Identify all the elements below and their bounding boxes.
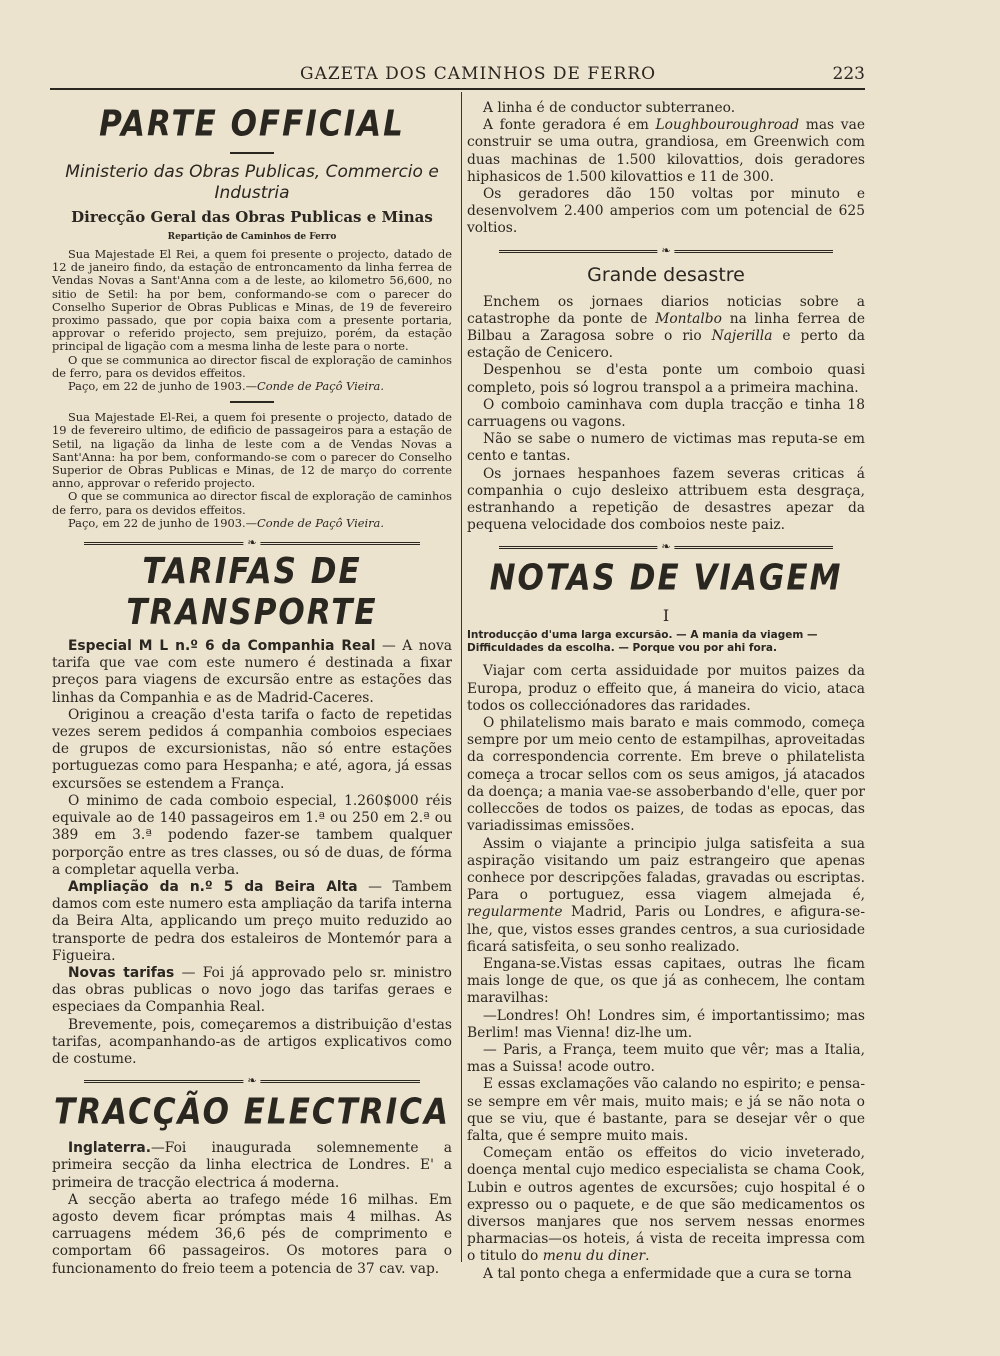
article-paragraph: Os jornaes hespanhoes fazem severas criticas á companhia o cujo desleixo attribuem esta desgraça, estranhando a repetição de desastres apezar da pequena velocidade dos comboios neste paiz. <box>467 465 865 534</box>
emphasis: menu du diner <box>542 1248 646 1265</box>
paragraph-lead: Ampliação da n.º 5 da Beira Alta <box>68 878 358 895</box>
article-paragraph <box>52 879 452 965</box>
ornamental-divider: ❧ <box>52 538 452 548</box>
article-paragraph: A secção aberta ao trafego méde 16 milhas. Em agosto devem ficar prómptas mais 4 milhas. As carruagens médem 36,6 pés de comprimento e comportam 66 passageiros. Os motores para o funcionamento do freio teem a potencia de 37 cav. vap. <box>52 1191 452 1277</box>
signature-name: Conde de Paçô Vieira. <box>257 379 384 394</box>
article-paragraph <box>467 117 865 186</box>
emphasis: regularmente <box>467 904 563 921</box>
paragraph-text: na linha ferrea de Bilbau a Zaragosa sobre o rio <box>467 310 865 345</box>
traccao-continuation <box>467 100 865 238</box>
place-name: Najerilla <box>711 328 773 345</box>
place-name: Montalbo <box>655 310 722 327</box>
left-column <box>52 100 452 1278</box>
right-column <box>467 100 865 1283</box>
notas-heading: NOTAS DE VIAGEM <box>489 557 843 600</box>
publication-title: GAZETA DOS CAMINHOS DE FERRO <box>300 64 657 84</box>
article-paragraph: E essas exclamações vão calando no espirito; e pensa-se sempre em vêr mais, muito mais; e já se não nota o que se viu, que é bastante, para se desejar vêr o que falta, que é sempre muito mais. <box>467 1076 865 1144</box>
desastre-heading: Grande desastre <box>587 263 745 286</box>
paragraph-text: — A nova tarifa que vae com este numero é destinada a fixar preços para viagens de excursão entre as estações das linhas da Companhia e as de Madrid-Caceres. <box>52 638 452 706</box>
article-paragraph: A tal ponto chega a enfermidade que a cura se torna <box>483 1265 852 1282</box>
paragraph-lead: Inglaterra. <box>68 1140 151 1157</box>
article-paragraph: O comboio caminhava com dupla tracção e tinha 18 carruagens ou vagons. <box>467 396 865 431</box>
article-paragraph: —Londres! Oh! Londres sim, é importantissimo; mas Berlim! mas Vienna! diz-lhe um. <box>467 1007 865 1041</box>
article-paragraph: Originou a creação d'esta tarifa o facto de repetidas vezes serem pedidos á companhia comboios especiaes de grupos de excursionistas, não só entre estações portuguezas como para Hespanha; e até, agora, já essas excursões se estendem a França. <box>52 706 452 792</box>
parte-official-heading: PARTE OFFICIAL <box>99 103 405 145</box>
direction-heading: Direcção Geral das Obras Publicas e Minas <box>71 208 433 226</box>
place-name: Loughbouroughroad <box>655 117 800 134</box>
ornamental-divider: ❧ <box>467 542 865 552</box>
short-divider <box>230 152 274 154</box>
article-paragraph: Viajar com certa assiduidade por muitos paizes da Europa, produz o effeito que, á maneira do vicio, ataca todos os collecciónadores das raridades. <box>467 663 865 714</box>
paragraph-text: Madrid, Paris ou Londres, e afigura-se-lhe, que, vistos esses grandes centros, a sua curiosidade ficará satisfeita, o seu sonho realizado. <box>467 904 865 955</box>
paragraph-text: . <box>645 1248 650 1265</box>
paragraph-text: Assim o viajante a principio julga satisfeita a sua aspiração visitando um paiz estrangeiro que apenas conhece por descripções faladas, gravadas ou escriptas. Para o portuguez, essa viagem almejada é, <box>467 835 865 904</box>
official-notices <box>52 248 452 530</box>
ornamental-divider: ❧ <box>52 1076 452 1086</box>
paragraph-text: —Foi inaugurada solemnemente a primeira secção da linha electrica de Londres. E' a primeira de tracção electrica á moderna. <box>52 1140 452 1191</box>
page-number: 223 <box>832 64 865 84</box>
paragraph-lead: Novas tarifas <box>68 964 175 981</box>
desastre-section <box>467 294 865 535</box>
paragraph-text: — Tambem damos com este numero esta ampliação da tarifa interna da Beira Alta, applicando um preço muito reduzido ao transporte de pedra dos estaleiros de Montemór para a Figueira. <box>52 878 452 964</box>
article-paragraph: Despenhou se d'esta ponte um comboio quasi completo, pois só logrou transpol a a primeira machina. <box>467 362 865 396</box>
paragraph-lead: Especial M L n.º 6 da Companhia Real <box>68 638 376 655</box>
article-paragraph <box>52 1140 452 1192</box>
paragraph-text: A fonte geradora é em <box>483 117 656 134</box>
paragraph-text: e perto da estação de Cenicero. <box>467 328 866 362</box>
traccao-heading: TRACÇÃO ELECTRICA <box>54 1091 450 1133</box>
article-paragraph: A linha é de conductor subterraneo. <box>483 100 736 116</box>
official-paragraph: Sua Majestade El-Rei, a quem foi presente o projecto, datado de 19 de fevereiro ultimo, de edificio de passageiros para a estação de Setil, na ligação da linha de leste com a de Vendas Novas a Sant'Anna: ha por bem, conformando-se com o parecer do Conselho Superior de Obras Publicas e Minas, de 12 de março do corrente anno, approvar o referido projecto. <box>52 410 452 491</box>
article-paragraph <box>52 638 452 707</box>
article-paragraph: O philatelismo mais barato e mais commodo, começa sempre por um meio cento de estampilhas, aproveitadas da correspondencia corrente. Em breve o philatelista começa a trocar sellos com os seus amigos, já atacados da doença; a mania vae-se assoberbando d'elle, quer por colleccões de todos os paizes, de todas as epocas, das variadissimas emissões. <box>467 715 865 835</box>
official-signature <box>52 380 452 393</box>
notas-section <box>467 663 865 1282</box>
official-paragraph: O que se communica ao director fiscal de exploração de caminhos de ferro, para os devidos effeitos. <box>52 352 452 380</box>
repartition-heading: Repartição de Caminhos de Ferro <box>167 232 337 242</box>
tarifas-section <box>52 638 452 1068</box>
official-paragraph: Sua Majestade El Rei, a quem foi presente o projecto, datado de 12 de janeiro findo, da estação de entroncamento da linha ferrea de Vendas Novas a Sant'Anna com a de leste, ao kilometro 56,600, no sitio de Setil: ha por bem, conformando-se com o parecer do Conselho Superior de Obras Publicas e Minas, de 19 de fevereiro proximo passado, que por copia baixa com a presente portaria, approvar o referido projecto, sem prejuizo, porém, da estação principal de ligação com a mesma linha de leste para o norte. <box>52 247 452 354</box>
paragraph-text: mas vae construir se uma outra, grandiosa, em Greenwich com duas machinas de 1.500 kilovattios, dois geradores hiphasicos de 1.500 kilovattios e 11 de 300. <box>467 117 865 185</box>
page-header <box>50 62 865 90</box>
article-paragraph: O minimo de cada comboio especial, 1.260$000 réis equivale ao de 140 passageiros em 1.ª ou 250 em 2.ª ou 389 em 3.ª podendo fazer-se tambem qualquer porporção entre as tres classes, ou só de duas, de fórma a completar aquella verba. <box>52 792 452 878</box>
traccao-section <box>52 1140 452 1278</box>
paragraph-text: Enchem os jornaes diarios noticias sobre a catastrophe da ponte de <box>467 293 865 327</box>
article-paragraph: Brevemente, pois, começaremos a distribuição d'estas tarifas, acompanhando-as de artigos explicativos como de costume. <box>52 1016 452 1067</box>
article-paragraph: Não se sabe o numero de victimas mas reputa-se em cento e tantas. <box>467 431 865 465</box>
signature-date: Paço, em 22 de junho de 1903.— <box>68 515 258 530</box>
article-paragraph <box>467 294 865 363</box>
article-paragraph <box>467 1145 865 1265</box>
section-numeral: I <box>662 606 670 626</box>
article-paragraph <box>467 836 865 956</box>
paragraph-text: — Foi já approvado pelo sr. ministro das obras publicas o novo jogo das tarifas geraes e especiaes da Companhia Real. <box>52 964 452 1016</box>
column-divider <box>461 92 462 1262</box>
article-paragraph: Engana-se.Vistas essas capitaes, outras lhe ficam mais longe de que, os que já as conhecem, lhe contam maravilhas: <box>467 955 865 1007</box>
tarifas-heading: TARIFAS DE TRANSPORTE <box>126 550 378 634</box>
paragraph-text: Começam então os effeitos do vicio inveterado, doença mental cujo medico especialista se chama Cook, Lubin e outros agentes de excursões; cujo hospital é o expresso ou o paquete, e de que são medicamentos os diversos manjares que nos servem nessas enormes pharmacias—os hoteis, á vista de receita impressa com o titulo do <box>467 1145 865 1265</box>
chapter-summary: Introducção d'uma larga excursão. — A mania da viagem — Difficuldades da escolha. — Porque vou por ahi fora. <box>467 629 818 655</box>
signature-date: Paço, em 22 de junho de 1903.— <box>68 379 258 394</box>
official-signature <box>52 517 452 530</box>
ornamental-divider: ❧ <box>467 246 865 256</box>
article-paragraph: — Paris, a França, teem muito que vêr; mas a Italia, mas a Suissa! acode outro. <box>467 1041 865 1076</box>
short-divider <box>230 401 274 403</box>
ministry-heading: Ministerio das Obras Publicas, Commercio e Industria <box>65 162 439 203</box>
signature-name: Conde de Paçô Vieira. <box>257 515 384 530</box>
article-paragraph <box>52 965 452 1017</box>
article-paragraph: Os geradores dão 150 voltas por minuto e desenvolvem 2.400 amperios com um potencial de 625 voltios. <box>467 186 865 237</box>
official-paragraph: O que se communica ao director fiscal de exploração de caminhos de ferro, para os devidos effeitos. <box>52 489 452 517</box>
